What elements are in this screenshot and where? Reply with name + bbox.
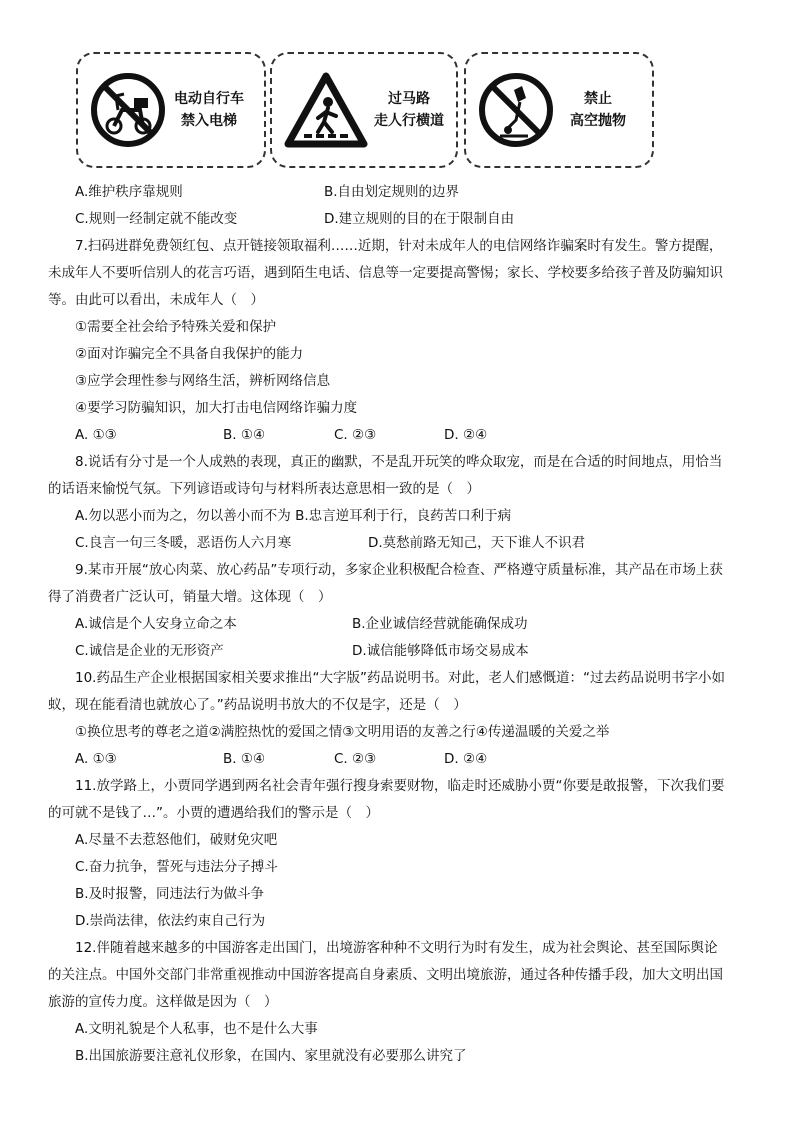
q7-item-2: ②面对诈骗完全不具备自我保护的能力 (75, 346, 304, 362)
q12-stem-1: 12.伴随着越来越多的中国游客走出国门，出境游客种种不文明行为时有发生，成为社会舆论、甚至国际舆论 (75, 940, 718, 956)
q6-option-c: C.规则一经制定就不能改变 (75, 211, 238, 227)
sign-crossing (270, 52, 458, 168)
sign-no-ebike (76, 52, 266, 168)
q11-choice-d: D.崇尚法律，依法约束自己行为 (75, 913, 266, 929)
q8-stem-1: 8.说话有分寸是一个人成熟的表现，真正的幽默，不是乱开玩笑的哗众取宠，而是在合适的时间地点，用恰当 (75, 454, 723, 470)
q11-choice-a: A.尽量不去惹怒他们，破财免灾吧 (75, 832, 278, 848)
q11-choice-b: B.及时报警，同违法行为做斗争 (75, 886, 265, 902)
q9-stem-1: 9.某市开展“放心肉菜、放心药品”专项行动，多家企业积极配合检查、严格遵守质量标准，其产品在市场上获 (75, 562, 723, 578)
sign-2-line-2: 走人行横道 (374, 113, 444, 129)
q10-option-a: A. ①③ (75, 751, 117, 767)
q9-option-b: B.企业诚信经营就能确保成功 (352, 616, 528, 632)
q6-option-b: B.自由划定规则的边界 (324, 184, 460, 200)
q10-option-c: C. ②③ (334, 751, 377, 767)
sign-3-line-1: 禁止 (584, 91, 612, 107)
q8-stem-2: 的话语来愉悦气氛。下列谚语或诗句与材料所表达意思相一致的是（ ） (48, 481, 480, 497)
q7-stem-2: 未成年人不要听信别人的花言巧语，遇到陌生电话、信息等一定要提高警惕；家长、学校要多给孩子普及防骗知识 (48, 265, 723, 281)
q8-option-a-b: A.勿以恶小而为之，勿以善小而不为 B.忠言逆耳利于行，良药苦口利于病 (75, 508, 512, 524)
no-throwing-from-height-icon (476, 70, 556, 150)
q7-option-d: D. ②④ (444, 427, 488, 443)
q9-option-c: C.诚信是企业的无形资产 (75, 643, 224, 659)
sign-1-line-2: 禁入电梯 (181, 113, 237, 129)
q6-option-a: A.维护秩序靠规则 (75, 184, 183, 200)
q12-choice-b: B.出国旅游要注意礼仪形象，在国内、家里就没有必要那么讲究了 (75, 1048, 467, 1064)
q11-stem-2: 的可就不是钱了…”。小贾的遭遇给我们的警示是（ ） (48, 805, 379, 821)
sign-3-line-2: 高空抛物 (570, 113, 626, 129)
sign-no-throwing (464, 52, 654, 168)
q7-item-1: ①需要全社会给予特殊关爱和保护 (75, 319, 277, 335)
q7-stem-1: 7.扫码进群免费领红包、点开链接领取福利……近期，针对未成年人的电信网络诈骗案时有发生。警方提醒， (75, 238, 723, 254)
no-ebike-in-elevator-icon (88, 70, 168, 150)
q10-stem-1: 10.药品生产企业根据国家相关要求推出“大字版”药品说明书。对此，老人们感慨道：“过去药品说明书字小如 (75, 670, 725, 686)
q12-stem-3: 旅游的宣传力度。这样做是因为（ ） (48, 994, 278, 1010)
q12-choice-a: A.文明礼貌是个人私事，也不是什么大事 (75, 1021, 318, 1037)
q9-stem-2: 得了消费者广泛认可，销量大增。这体现（ ） (48, 589, 332, 605)
q7-stem-3: 等。由此可以看出，未成年人（ ） (48, 292, 264, 308)
q11-choice-c: C.奋力抗争，誓死与违法分子搏斗 (75, 859, 278, 875)
q12-stem-2: 的关注点。中国外交部门非常重视推动中国游客提高自身素质、文明出境旅游，通过各种传播手段，加大文明出国 (48, 967, 723, 983)
q7-option-a: A. ①③ (75, 427, 117, 443)
q8-option-d: D.莫愁前路无知己，天下谁人不识君 (368, 535, 586, 551)
q11-stem-1: 11.放学路上，小贾同学遇到两名社会青年强行搜身索要财物，临走时还威胁小贾“你要是敢报警，下次我们要 (75, 778, 725, 794)
sign-illustrations (76, 52, 656, 170)
q10-option-d: D. ②④ (444, 751, 488, 767)
q10-items: ①换位思考的尊老之道②满腔热忱的爱国之情③文明用语的友善之行④传递温暖的关爱之举 (75, 724, 610, 740)
sign-2-line-1: 过马路 (388, 91, 430, 107)
q7-option-b: B. ①④ (223, 427, 266, 443)
q6-option-d: D.建立规则的目的在于限制自由 (324, 211, 515, 227)
q7-option-c: C. ②③ (334, 427, 377, 443)
q7-item-4: ④要学习防骗知识，加大打击电信网络诈骗力度 (75, 400, 358, 416)
q9-option-d: D.诚信能够降低市场交易成本 (352, 643, 529, 659)
q10-stem-2: 蚁，现在能看清也就放心了。”药品说明书放大的不仅是字，还是（ ） (48, 697, 467, 713)
q9-option-a: A.诚信是个人安身立命之本 (75, 616, 237, 632)
pedestrian-crossing-icon (284, 70, 368, 150)
q10-option-b: B. ①④ (223, 751, 266, 767)
q7-item-3: ③应学会理性参与网络生活，辨析网络信息 (75, 373, 331, 389)
sign-1-line-1: 电动自行车 (174, 91, 244, 107)
q8-option-c: C.良言一句三冬暖，恶语伤人六月寒 (75, 535, 292, 551)
